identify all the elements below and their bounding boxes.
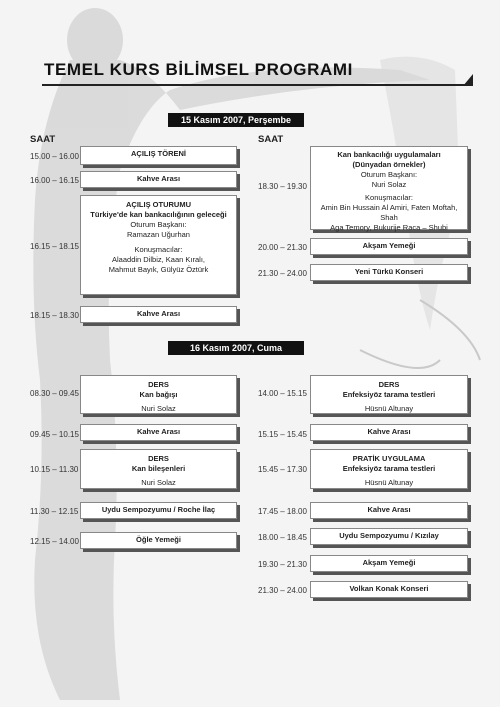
- session-label: Kahve Arası: [367, 505, 411, 514]
- session-box-lunch: [80, 532, 237, 549]
- session-subtitle: Kan bileşenleri: [131, 464, 186, 473]
- time-slot: 14.00 – 15.15: [258, 389, 307, 398]
- session-box-concert: [310, 264, 468, 281]
- session-label: Kahve Arası: [136, 309, 181, 318]
- session-subtitle: (Dünyadan örnekler): [352, 160, 426, 169]
- session-title: DERS: [148, 380, 169, 389]
- session-box-lecture-blood-components: [80, 449, 237, 489]
- session-box-coffee-break: [310, 502, 468, 519]
- session-label: Volkan Konak Konseri: [349, 584, 429, 593]
- session-box-lecture-infectious-screening: [310, 375, 468, 414]
- session-title: PRATİK UYGULAMA: [352, 454, 426, 463]
- session-title: Kan bankacılığı uygulamaları: [337, 150, 441, 159]
- saat-label-right: SAAT: [258, 134, 284, 145]
- time-slot: 17.45 – 18.00: [258, 507, 307, 516]
- time-slot: 15.45 – 17.30: [258, 465, 307, 474]
- speakers-line: Aga Temory, Bukurije Raca – Shubi: [330, 223, 448, 232]
- session-label: AÇILIŞ TÖRENİ: [130, 149, 186, 158]
- day2-header: 16 Kasım 2007, Cuma: [168, 341, 304, 355]
- time-slot: 21.30 – 24.00: [258, 586, 307, 595]
- session-subtitle: Kan bağışı: [139, 390, 178, 399]
- chair-name: Ramazan Uğurhan: [127, 230, 190, 239]
- speaker-name: Nuri Solaz: [141, 478, 176, 487]
- time-slot: 18.15 – 18.30: [30, 311, 79, 320]
- time-slot: 18.30 – 19.30: [258, 182, 307, 191]
- saat-label-left: SAAT: [30, 134, 56, 145]
- session-label: Öğle Yemeği: [136, 535, 181, 544]
- time-slot: 08.30 – 09.45: [30, 389, 79, 398]
- speakers-label: Konuşmacılar:: [365, 193, 413, 202]
- session-subtitle: Türkiye'de kan bankacılığının geleceği: [90, 210, 227, 219]
- time-slot: 18.00 – 18.45: [258, 533, 307, 542]
- chair-label: Oturum Başkanı:: [360, 170, 418, 179]
- session-title: DERS: [148, 454, 169, 463]
- session-box-opening-ceremony: [80, 146, 237, 165]
- session-label: Kahve Arası: [136, 174, 181, 183]
- page-title: TEMEL KURS BİLİMSEL PROGRAMI: [44, 60, 353, 79]
- chair-label: Oturum Başkanı:: [130, 220, 187, 229]
- time-slot: 21.30 – 24.00: [258, 269, 307, 278]
- speakers-label: Konuşmacılar:: [134, 245, 183, 254]
- chair-name: Nuri Solaz: [371, 180, 407, 189]
- session-box-concert: [310, 581, 468, 598]
- speaker-name: Hüsnü Altunay: [364, 478, 414, 487]
- session-title: DERS: [378, 380, 400, 389]
- session-box-satellite-symposium: [80, 502, 237, 519]
- speaker-name: Hüsnü Altunay: [364, 404, 414, 413]
- speaker-name: Nuri Solaz: [141, 404, 176, 413]
- session-subtitle: Enfeksiyöz tarama testleri: [342, 390, 436, 399]
- time-slot: 15.00 – 16.00: [30, 152, 79, 161]
- session-box-dinner: [310, 238, 468, 255]
- session-label: Yeni Türkü Konseri: [354, 267, 424, 276]
- speakers-line: Alaaddin Dilbiz, Kaan Kıralı,: [112, 255, 205, 264]
- session-subtitle: Enfeksiyöz tarama testleri: [342, 464, 436, 473]
- time-slot: 16.15 – 18.15: [30, 242, 79, 251]
- time-slot: 11.30 – 12.15: [30, 507, 79, 516]
- time-slot: 10.15 – 11.30: [30, 465, 79, 474]
- session-box-lecture-blood-donation: [80, 375, 237, 414]
- session-label: Akşam Yemeği: [362, 241, 416, 250]
- session-label: Kahve Arası: [136, 427, 181, 436]
- title-underline: [42, 84, 467, 86]
- session-box-coffee-break: [80, 171, 237, 188]
- session-box-dinner: [310, 555, 468, 572]
- session-box-opening-session: [80, 195, 237, 295]
- session-box-practical-session: [310, 449, 468, 489]
- session-box-satellite-symposium: [310, 528, 468, 545]
- time-slot: 15.15 – 15.45: [258, 430, 307, 439]
- session-box-coffee-break: [310, 424, 468, 441]
- session-box-coffee-break: [80, 306, 237, 323]
- session-label: Uydu Sempozyumu / Kızılay: [339, 531, 439, 540]
- time-slot: 19.30 – 21.30: [258, 560, 307, 569]
- session-label: Akşam Yemeği: [362, 558, 416, 567]
- speakers-line: Mahmut Bayık, Gülyüz Öztürk: [108, 265, 209, 274]
- session-label: Uydu Sempozyumu / Roche İlaç: [101, 505, 216, 514]
- session-label: Kahve Arası: [367, 427, 411, 436]
- time-slot: 16.00 – 16.15: [30, 176, 79, 185]
- time-slot: 12.15 – 14.00: [30, 537, 79, 546]
- day1-header: 15 Kasım 2007, Perşembe: [168, 113, 304, 127]
- time-slot: 09.45 – 10.15: [30, 430, 79, 439]
- session-title: AÇILIŞ OTURUMU: [126, 200, 191, 209]
- session-box-coffee-break: [80, 424, 237, 441]
- session-box-world-practices: [310, 146, 468, 230]
- time-slot: 20.00 – 21.30: [258, 243, 307, 252]
- speakers-line: Amin Bin Hussain Al Amiri, Faten Moftah, Shah: [320, 203, 458, 222]
